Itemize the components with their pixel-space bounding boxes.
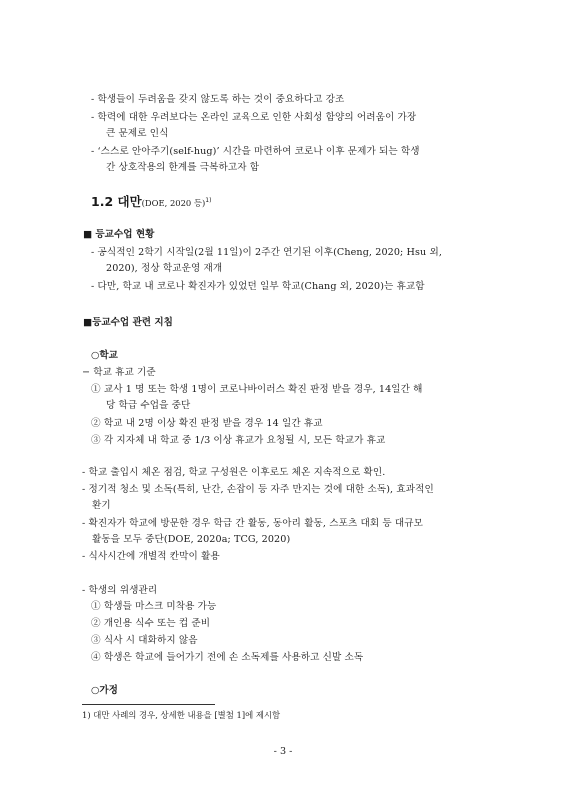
hygiene-item: ④ 학생은 학교에 들어가기 전에 손 소독제를 사용하고 신발 소독 [91, 652, 364, 663]
hygiene-item: ② 개인용 식수 또는 컵 준비 [91, 618, 211, 629]
closure-item-cont: 당 학급 수업을 중단 [106, 400, 191, 411]
bullet-line: - 다만, 학교 내 코로나 확진자가 있었던 일부 학교(Chang 외, 2020)는 휴교함 [91, 281, 425, 292]
closure-item: ② 학교 내 2명 이상 확진 판정 받을 경우 14 일간 휴교 [91, 418, 323, 429]
footnote: 1) 대만 사례의 경우, 상세한 내용을 [별첨 1]에 제시함 [82, 710, 281, 720]
page-number: - 3 - [273, 746, 293, 757]
measure-line-cont: 환기 [92, 500, 111, 511]
closure-item: ① 교사 1 명 또는 학생 1명이 코로나바이러스 확진 판정 받을 경우, 14일간 해 [91, 384, 423, 395]
bullet-line: - 학생들이 두려움을 갖지 않도록 하는 것이 중요하다고 강조 [91, 94, 345, 105]
measure-line: - 정기적 청소 및 소독(특히, 난간, 손잡이 등 자주 만지는 것에 대한 소독), 효과적인 [82, 484, 434, 495]
home-heading: ○가정 [91, 685, 118, 696]
hygiene-title: - 학생의 위생관리 [82, 585, 158, 596]
bullet-line-cont: 2020), 정상 학교운영 재개 [106, 263, 223, 274]
section-title [91, 193, 211, 211]
measure-line-cont: 활동을 모두 중단(DOE, 2020a; TCG, 2020) [92, 534, 291, 545]
hygiene-item: ① 학생들 마스크 미착용 가능 [91, 601, 217, 612]
section-subtitle: (DOE, 2020 등) [141, 198, 206, 208]
guideline-heading: ■등교수업 관련 지침 [83, 317, 173, 328]
measure-line: - 식사시간에 개별적 칸막이 활용 [82, 551, 220, 562]
bullet-line: - 학력에 대한 우려보다는 온라인 교육으로 인한 사회성 함양의 어려움이 가장 [91, 112, 417, 123]
closure-item: ③ 각 지자체 내 학교 중 1/3 이상 휴교가 요청될 시, 모든 학교가 휴교 [91, 435, 386, 446]
bullet-line: - 공식적인 2학기 시작일(2월 11일)이 2주간 연기된 이후(Cheng, 2020; Hsu 외, [91, 247, 442, 258]
section-title-text: 1.2 대만 [91, 194, 142, 209]
footnote-divider [82, 704, 215, 705]
bullet-line-cont: 간 상호작용의 한계를 극복하고자 함 [106, 162, 260, 173]
status-heading: ■ 등교수업 현황 [83, 229, 155, 240]
school-heading: ○학교 [91, 350, 118, 361]
measure-line: - 학교 출입시 체온 점검, 학교 구성원은 이후로도 체온 지속적으로 확인. [82, 467, 386, 478]
bullet-line: - ‘스스로 안아주기(self-hug)’ 시간을 마련하여 코로나 이후 문제가 되는 학생 [91, 146, 420, 157]
hygiene-item: ③ 식사 시 대화하지 않음 [91, 635, 198, 646]
footnote-ref: 1) [205, 197, 212, 204]
bullet-line-cont: 큰 문제로 인식 [106, 128, 169, 139]
measure-line: - 확진자가 학교에 방문한 경우 학급 간 활동, 동아리 활동, 스포츠 대회 등 대규모 [82, 518, 423, 529]
closure-criteria-title: − 학교 휴교 기준 [82, 367, 156, 378]
